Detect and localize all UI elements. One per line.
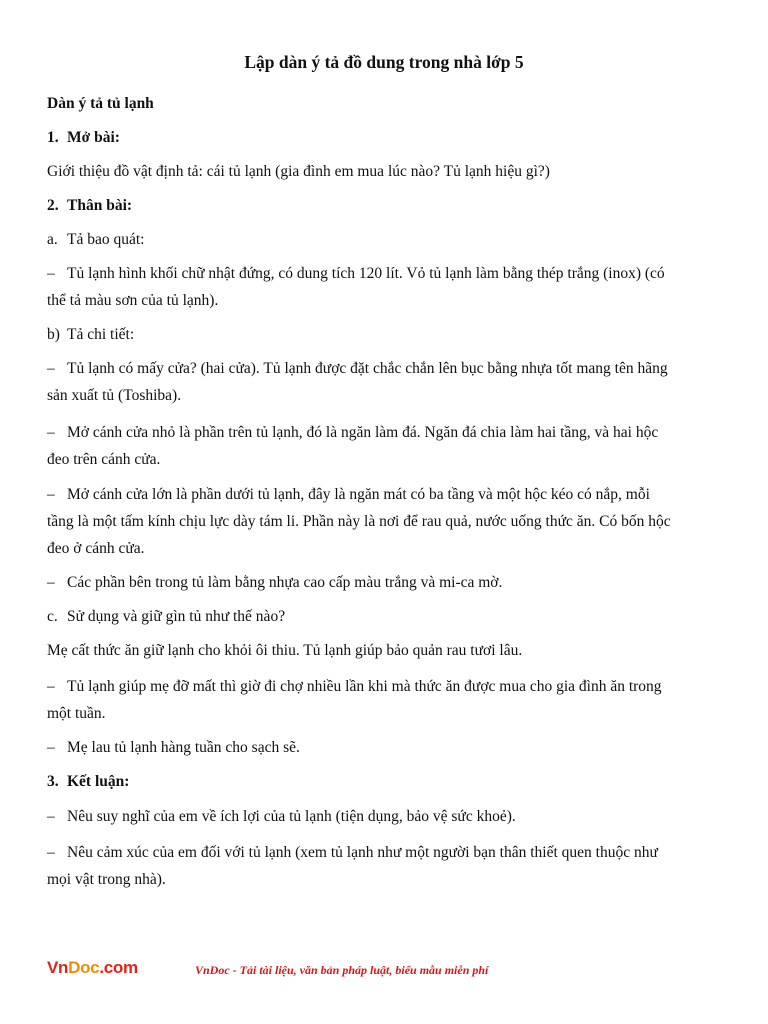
list-item-text: đeo trên cánh cửa. bbox=[47, 451, 161, 468]
section-number: 1. bbox=[47, 129, 59, 146]
logo-vn: Vn bbox=[47, 958, 69, 977]
footer-tagline[interactable]: VnDoc - Tải tài liệu, văn bản pháp luật, biểu mẫu miễn phí bbox=[195, 963, 489, 977]
dash-bullet: – bbox=[47, 574, 55, 591]
list-item-text: Mở cánh cửa nhỏ là phần trên tủ lạnh, đó là ngăn làm đá. Ngăn đá chia làm hai tầng, và hai hộc bbox=[67, 424, 659, 441]
dash-bullet: – bbox=[47, 486, 55, 503]
list-item-text: một tuần. bbox=[47, 705, 106, 722]
list-item-text: Tủ lạnh có mấy cửa? (hai cửa). Tủ lạnh được đặt chắc chắn lên bục bằng nhựa tốt mang tên hãng bbox=[67, 360, 668, 377]
list-item-text: Nêu cảm xúc của em đối với tủ lạnh (xem tủ lạnh như một người bạn thân thiết quen thuộc như bbox=[67, 844, 658, 861]
list-item bbox=[47, 569, 721, 596]
list-item-text: Mẹ lau tủ lạnh hàng tuần cho sạch sẽ. bbox=[67, 739, 300, 756]
vndoc-logo[interactable] bbox=[47, 958, 138, 978]
subsection-c-heading bbox=[47, 603, 721, 630]
section-body-heading bbox=[47, 192, 721, 219]
list-item-text: đeo ở cánh cửa. bbox=[47, 540, 145, 557]
subsection-label: c. bbox=[47, 608, 58, 625]
logo-com: .com bbox=[99, 958, 138, 977]
subsection-title: Tả chi tiết: bbox=[67, 326, 135, 343]
list-item-text: Nêu suy nghĩ của em về ích lợi của tủ lạnh (tiện dụng, bảo vệ sức khoẻ). bbox=[67, 808, 516, 825]
list-item bbox=[47, 734, 721, 761]
dash-bullet: – bbox=[47, 360, 55, 377]
page-title: Lập dàn ý tả đồ dung trong nhà lớp 5 bbox=[244, 52, 524, 72]
subsection-title: Tả bao quát: bbox=[67, 231, 145, 248]
list-item-text: sản xuất tủ (Toshiba). bbox=[47, 387, 182, 404]
section-number: 2. bbox=[47, 197, 59, 214]
paragraph: Mẹ cất thức ăn giữ lạnh cho khỏi ôi thiu. Tủ lạnh giúp bảo quản rau tươi lâu. bbox=[47, 642, 523, 659]
subsection-label: a. bbox=[47, 231, 58, 248]
list-item-text: Mở cánh cửa lớn là phần dưới tủ lạnh, đây là ngăn mát có ba tầng và một hộc kéo có nắp, mỗi bbox=[67, 486, 650, 503]
section-title: Thân bài: bbox=[67, 197, 133, 214]
subsection-b-heading bbox=[47, 321, 721, 348]
section-intro-heading bbox=[47, 124, 721, 151]
dash-bullet: – bbox=[47, 265, 55, 282]
subtitle: Dàn ý tả tủ lạnh bbox=[47, 95, 154, 112]
section-title: Kết luận: bbox=[67, 773, 130, 790]
dash-bullet: – bbox=[47, 678, 55, 695]
page-footer bbox=[47, 958, 721, 984]
list-item-text: Các phần bên trong tủ làm bằng nhựa cao cấp màu trắng và mi-ca mờ. bbox=[67, 574, 503, 591]
list-item-text: mọi vật trong nhà). bbox=[47, 871, 166, 888]
list-item-text: Tủ lạnh giúp mẹ đỡ mất thì giờ đi chợ nhiều lần khi mà thức ăn được mua cho gia đình ăn trong bbox=[67, 678, 662, 695]
list-item bbox=[47, 803, 721, 830]
dash-bullet: – bbox=[47, 424, 55, 441]
subsection-title: Sử dụng và giữ gìn tủ như thế nào? bbox=[67, 608, 286, 625]
dash-bullet: – bbox=[47, 808, 55, 825]
dash-bullet: – bbox=[47, 844, 55, 861]
section-conclusion-heading bbox=[47, 768, 721, 795]
section-number: 3. bbox=[47, 773, 59, 790]
subsection-a-heading bbox=[47, 226, 721, 253]
list-item-text: Tủ lạnh hình khối chữ nhật đứng, có dung tích 120 lít. Vỏ tủ lạnh làm bằng thép trắng (inox) (có bbox=[67, 265, 665, 282]
intro-text: Giới thiệu đồ vật định tả: cái tủ lạnh (gia đình em mua lúc nào? Tủ lạnh hiệu gì?) bbox=[47, 163, 550, 180]
logo-doc: Doc bbox=[68, 958, 100, 977]
section-title: Mở bài: bbox=[67, 129, 120, 146]
list-item-text: thể tả màu sơn của tủ lạnh). bbox=[47, 292, 219, 309]
list-item-text: tầng là một tấm kính chịu lực dày tám li. Phần này là nơi để rau quả, nước uống thức ăn. Có bốn hộc bbox=[47, 513, 671, 530]
dash-bullet: – bbox=[47, 739, 55, 756]
subsection-label: b) bbox=[47, 326, 60, 343]
